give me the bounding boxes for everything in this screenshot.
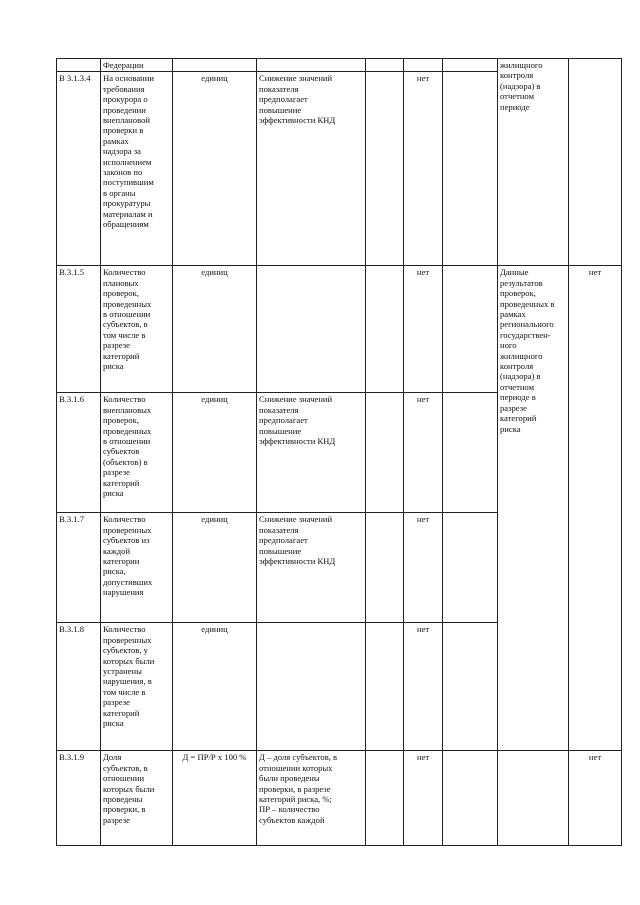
source-flag-line: нет: [588, 267, 602, 278]
indicator-code-line: В.3.1.9: [59, 752, 85, 763]
indicator-formula-line: Д = ПР/Р х 100 %: [182, 752, 247, 763]
source-cell-line: жилищного: [500, 350, 543, 361]
indicator-code: [57, 72, 101, 266]
indicator-flag: [404, 393, 443, 513]
indicator-name-line: внеплановых: [103, 404, 152, 415]
indicator-name-line: внеплановой: [103, 115, 150, 126]
indicator-comment-line: субъектов каждой: [259, 814, 325, 825]
indicator-name-line: На основании: [103, 73, 154, 84]
table-row-continuation: [57, 59, 622, 72]
indicator-name: [101, 72, 173, 266]
indicator-flag: [404, 266, 443, 393]
empty-cell: [366, 393, 404, 513]
indicator-name-line: проверенных: [103, 524, 152, 535]
indicator-name-line: проверок,: [103, 415, 139, 426]
indicator-name-line: обращениям: [103, 219, 149, 230]
empty-cell: [443, 393, 498, 513]
source-cell-line: контроля: [500, 70, 534, 81]
indicator-name-line: категорий: [103, 477, 140, 488]
indicator-flag-line: нет: [416, 394, 430, 405]
indicator-name-line: поступившим: [103, 177, 154, 188]
source-cell-line: отчетном: [500, 91, 535, 102]
indicator-comment-line: показателя: [259, 524, 299, 535]
indicator-name-line: Количество: [103, 624, 146, 635]
indicator-name-line: законов по: [103, 167, 143, 178]
empty-cell: [366, 513, 404, 623]
indicator-name-line: проверки, в: [103, 804, 146, 815]
indicator-comment-line: повышение: [259, 425, 302, 436]
indicator-name-line: (объектов) в: [103, 456, 148, 467]
indicator-comment-line: проверки, в разрезе: [259, 783, 331, 794]
empty-cell: [443, 59, 498, 72]
indicator-name-cell-line: Федерации: [103, 60, 144, 70]
indicator-code-line: В.3.1.5: [59, 267, 85, 278]
source-cell-line: периоде: [500, 101, 530, 112]
indicator-formula-line: единиц: [201, 73, 228, 84]
table-row: [57, 751, 622, 846]
table-row: [57, 266, 622, 393]
source-cell: [498, 266, 569, 751]
indicator-name-line: категорий: [103, 350, 140, 361]
source-cell-line: проведенных в: [500, 298, 555, 309]
last-flag: [569, 751, 622, 846]
indicator-name-line: проверок,: [103, 288, 139, 299]
empty-cell: [366, 266, 404, 393]
indicator-name: [101, 751, 173, 846]
indicator-name-line: прокуратуры: [103, 198, 151, 209]
indicator-name: [101, 393, 173, 513]
indicator-name-line: материалам и: [103, 208, 153, 219]
indicator-flag: [404, 513, 443, 623]
source-cell-line: (надзора) в: [500, 80, 541, 91]
indicator-name-line: категории: [103, 556, 140, 567]
indicator-name-line: плановых: [103, 277, 139, 288]
indicator-name-line: отношении: [103, 773, 145, 784]
indicator-comment-line: были проведены: [259, 773, 320, 784]
indicator-comment-line: Снижение значений: [259, 514, 333, 525]
indicator-comment-line: повышение: [259, 104, 302, 115]
indicator-comment-line: отношении которых: [259, 762, 333, 773]
indicator-name-line: проверки в: [103, 125, 144, 136]
indicator-name-line: допустивших: [103, 576, 153, 587]
indicator-name-line: разрезе: [103, 340, 130, 351]
indicator-comment-line: ПР – количество: [259, 804, 320, 815]
indicator-name-line: каждой: [103, 545, 131, 556]
indicator-comment-line: предполагает: [259, 415, 308, 426]
indicator-comment: [257, 266, 366, 393]
empty-cell: [569, 59, 622, 266]
empty-cell: [443, 513, 498, 623]
empty-cell: [404, 59, 443, 72]
indicator-formula: [173, 393, 257, 513]
indicator-name-line: риска: [103, 488, 124, 499]
indicator-name-line: том числе в: [103, 329, 146, 340]
indicator-code: [57, 393, 101, 513]
indicator-comment: [257, 513, 366, 623]
empty-cell: [498, 751, 569, 846]
indicator-comment-line: эффективности КНД: [259, 556, 336, 567]
indicator-code: [57, 266, 101, 393]
source-cell-line: результатов: [500, 277, 543, 288]
indicator-name-line: которых были: [103, 655, 155, 666]
indicator-name-cell: [101, 59, 173, 72]
indicator-name-line: разрезе: [103, 697, 130, 708]
source-cell-line: категорий: [500, 413, 537, 424]
indicator-name-line: субъектов из: [103, 535, 150, 546]
indicator-name-line: проведенных: [103, 298, 152, 309]
indicator-name-line: риска,: [103, 566, 126, 577]
indicator-name-line: устранены: [103, 666, 142, 677]
indicator-name-line: исполнением: [103, 156, 152, 167]
indicator-name-line: Количество: [103, 514, 146, 525]
source-flag: [569, 266, 622, 751]
empty-cell: [443, 72, 498, 266]
source-cell-line: Данные: [500, 267, 529, 278]
indicator-flag-line: нет: [416, 267, 430, 278]
last-flag-line: нет: [588, 752, 602, 763]
indicator-name-line: проведены: [103, 794, 143, 805]
indicator-formula-line: единиц: [201, 394, 228, 405]
empty-cell: [443, 751, 498, 846]
empty-cell: [443, 266, 498, 393]
indicator-name-line: риска: [103, 361, 124, 372]
indicator-comment-line: категорий риска, %;: [259, 794, 332, 805]
source-cell-line: (надзора) в: [500, 371, 541, 382]
empty-cell: [173, 59, 257, 72]
indicator-code-line: В.3.1.6: [59, 394, 85, 405]
source-cell-line: жилищного: [500, 60, 543, 70]
indicator-comment-line: предполагает: [259, 535, 308, 546]
empty-cell: [366, 623, 404, 751]
indicator-code-line: В.3.1.7: [59, 514, 85, 525]
indicator-formula-line: единиц: [201, 267, 228, 278]
indicator-formula: [173, 623, 257, 751]
indicator-flag-line: нет: [416, 514, 430, 525]
source-cell-line: разрезе: [500, 402, 527, 413]
indicator-comment-line: эффективности КНД: [259, 115, 336, 126]
indicator-name: [101, 266, 173, 393]
indicator-name-line: Количество: [103, 394, 146, 405]
source-cell: [498, 59, 569, 266]
indicator-name-line: прокурора о: [103, 94, 148, 105]
indicator-comment-line: предполагает: [259, 94, 308, 105]
source-cell-line: периоде в: [500, 392, 536, 403]
indicators-table: [56, 58, 622, 846]
empty-cell: [366, 751, 404, 846]
indicator-name: [101, 623, 173, 751]
empty-cell: [366, 59, 404, 72]
indicator-name-line: категорий: [103, 707, 140, 718]
indicator-flag-line: нет: [416, 73, 430, 84]
indicator-name-line: проведенных: [103, 425, 152, 436]
indicator-name-line: в органы: [103, 187, 136, 198]
source-cell-line: государствен-: [500, 329, 551, 340]
indicator-flag-line: нет: [416, 752, 430, 763]
source-cell-line: контроля: [500, 361, 534, 372]
indicator-formula: [173, 266, 257, 393]
indicator-comment-line: Снижение значений: [259, 73, 333, 84]
indicator-flag: [404, 72, 443, 266]
empty-cell: [443, 623, 498, 751]
indicator-flag-line: нет: [416, 624, 430, 635]
indicator-name-line: субъектов, в: [103, 319, 148, 330]
indicator-code: [57, 513, 101, 623]
indicator-name-line: рамках: [103, 135, 129, 146]
indicator-code: [57, 623, 101, 751]
indicator-name-line: субъектов: [103, 446, 140, 457]
indicator-name-line: том числе в: [103, 686, 146, 697]
indicator-name-line: в отношении: [103, 309, 151, 320]
indicator-comment: [257, 751, 366, 846]
empty-cell: [57, 59, 101, 72]
source-cell-line: ного: [500, 340, 517, 351]
source-cell-line: отчетном: [500, 381, 535, 392]
empty-cell: [257, 59, 366, 72]
indicator-formula-line: единиц: [201, 624, 228, 635]
indicator-formula: [173, 513, 257, 623]
indicator-comment-line: Снижение значений: [259, 394, 333, 405]
indicator-name-line: Количество: [103, 267, 146, 278]
indicator-formula-line: единиц: [201, 514, 228, 525]
indicator-code: [57, 751, 101, 846]
indicator-name-line: субъектов, у: [103, 645, 148, 656]
indicator-formula: [173, 72, 257, 266]
source-cell-line: проверок,: [500, 288, 536, 299]
indicator-name-line: разрезе: [103, 467, 130, 478]
source-cell-line: регионального: [500, 319, 554, 330]
indicator-name: [101, 513, 173, 623]
indicator-formula: [173, 751, 257, 846]
indicator-name-line: нарушения: [103, 587, 144, 598]
indicator-code-line: В.3.1.8: [59, 624, 85, 635]
indicator-code-line: В 3.1.3.4: [59, 73, 91, 84]
indicator-name-line: нарушения, в: [103, 676, 152, 687]
indicator-name-line: риска: [103, 718, 124, 729]
empty-cell: [366, 72, 404, 266]
indicator-name-line: требования: [103, 83, 145, 94]
indicator-comment: [257, 623, 366, 751]
indicator-comment-line: показателя: [259, 404, 299, 415]
source-cell-line: рамках: [500, 309, 526, 320]
indicator-name-line: Доля: [103, 752, 122, 763]
indicator-comment-line: повышение: [259, 545, 302, 556]
indicator-comment-line: показателя: [259, 83, 299, 94]
indicator-name-line: в отношении: [103, 436, 151, 447]
indicator-flag: [404, 623, 443, 751]
indicator-comment-line: эффективности КНД: [259, 436, 336, 447]
indicator-comment-line: Д – доля субъектов, в: [259, 752, 338, 763]
indicator-name-line: субъектов, в: [103, 762, 148, 773]
indicator-name-line: проверенных: [103, 634, 152, 645]
indicator-comment: [257, 393, 366, 513]
indicator-name-line: разрезе: [103, 814, 130, 825]
indicator-name-line: проведении: [103, 104, 146, 115]
source-cell-line: риска: [500, 423, 521, 434]
indicator-comment: [257, 72, 366, 266]
indicator-name-line: надзора за: [103, 146, 142, 157]
indicator-flag: [404, 751, 443, 846]
indicator-name-line: которых были: [103, 783, 155, 794]
